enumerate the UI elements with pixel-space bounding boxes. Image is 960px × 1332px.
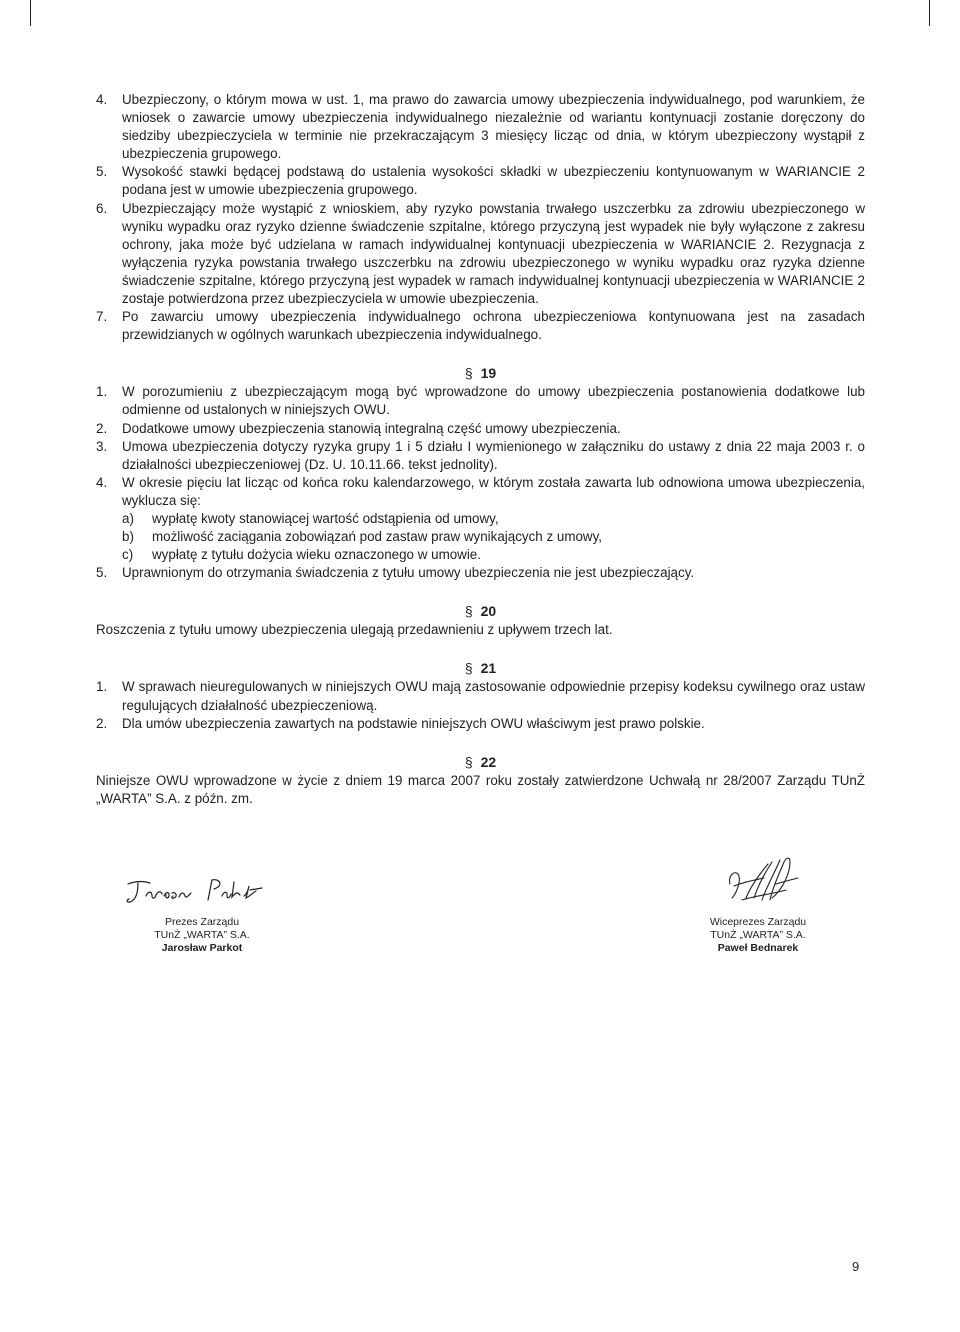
sub-item-letter: a) xyxy=(122,510,134,526)
section-heading-19 xyxy=(96,364,865,382)
signatory-role: Prezes Zarządu xyxy=(164,916,240,928)
sub-item xyxy=(122,510,865,528)
item-number: 4. xyxy=(96,92,108,107)
section-paragraph: Roszczenia z tytułu umowy ubezpieczenia ulegają przedawnieniu z upływem trzech lat. xyxy=(96,622,613,638)
signature-left-caption xyxy=(112,916,292,955)
signature-left-image xyxy=(122,872,272,908)
signatures-area xyxy=(0,850,960,960)
list-item xyxy=(96,678,865,714)
item-text: Po zawarciu umowy ubezpieczenia indywidualnego ochrona ubezpieczeniowa kontynuowana jest na zasadach przewidzianych w ogólnych warunkach ubezpieczenia indywidualnego. xyxy=(122,309,865,343)
section-number: 20 xyxy=(480,603,497,620)
sub-item-text: wypłatę kwoty stanowiącej wartość odstąpienia od umowy, xyxy=(152,510,499,526)
item-number: 2. xyxy=(96,715,108,731)
sub-item xyxy=(122,528,865,546)
item-text xyxy=(122,474,865,564)
sub-item-text: wypłatę z tytułu dożycia wieku oznaczonego w umowie. xyxy=(152,547,481,563)
section-symbol: § xyxy=(464,365,473,382)
page-number: 9 xyxy=(852,1259,860,1274)
signatory-name: Jarosław Parkot xyxy=(161,942,243,954)
section-paragraph: Niniejsze OWU wprowadzone w życie z dniem 19 marca 2007 roku zostały zatwierdzone Uchwałą nr 28/2007 Zarządu TUnŻ „WARTA” S.A. z późn. zm. xyxy=(96,772,865,806)
document-body xyxy=(96,91,865,808)
item-number: 7. xyxy=(96,309,108,325)
section-heading-20 xyxy=(96,602,865,620)
section-number: 21 xyxy=(480,660,497,677)
section-number: 19 xyxy=(480,365,497,382)
item-number: 3. xyxy=(96,438,108,454)
sub-item-text: możliwość zaciągania zobowiązań pod zastaw praw wynikających z umowy, xyxy=(152,529,603,545)
section-symbol: § xyxy=(464,660,473,677)
section-number: 22 xyxy=(480,753,497,770)
sub-item-letter: c) xyxy=(122,547,134,563)
sub-item-letter: b) xyxy=(122,529,134,545)
section-heading-21 xyxy=(96,659,865,677)
list-item xyxy=(96,308,865,344)
signatory-company: TUnŻ „WARTA” S.A. xyxy=(710,929,806,941)
list-item xyxy=(96,420,865,438)
sub-item xyxy=(122,546,865,564)
list-item xyxy=(96,438,865,474)
item-intro: W okresie pięciu lat licząc od końca roku kalendarzowego, w którym została zawarta lub odnowiona umowa ubezpieczenia, wyklucza się: xyxy=(122,474,865,508)
item-text: Wysokość stawki będącej podstawą do ustalenia wysokości składki w ubezpieczeniu kontynuowanym w WARIANCIE 2 podana jest w umowie ubezpieczenia grupowego. xyxy=(122,164,865,198)
item-number: 2. xyxy=(96,420,108,436)
list-item xyxy=(96,91,865,163)
section-symbol: § xyxy=(464,753,473,770)
item-text: W sprawach nieuregulowanych w niniejszych OWU mają zastosowanie odpowiednie przepisy kodeksu cywilnego oraz ustaw regulujących działalność ubezpieczeniową. xyxy=(122,679,865,713)
list-item xyxy=(96,715,865,733)
item-number: 6. xyxy=(96,200,108,216)
item-text: Ubezpieczający może wystąpić z wnioskiem, aby ryzyko powstania trwałego uszczerbku za zdrowiu ubezpieczonego w wyniku wypadku oraz ryzyko dzienne świadczenie szpitalne, którego przyczyną jest wypadek nie były wyłączone z zakresu ochrony, jaka może być udzielana w ramach indywidualnej kontynuacji ubezpieczenia w WARIANCIE 2. Rezygnacja z wyłączenia ryzyka powstania trwałego uszczerbku na zdrowiu ubezpieczonego w wyniku wypadku oraz ryzyka dzienne świadczenie szpitalne, którego przyczyną jest wypadek w ramach indywidualnej kontynuacji ubezpieczenia w WARIANCIE 2 zostaje potwierdzona przez ubezpieczyciela w umowie ubezpieczenia. xyxy=(122,200,865,307)
item-number: 1. xyxy=(96,679,108,695)
item-text: Uprawnionym do otrzymania świadczenia z tytułu umowy ubezpieczenia nie jest ubezpieczający. xyxy=(122,565,695,581)
list-item xyxy=(96,200,865,309)
signature-right-image xyxy=(724,854,804,906)
list-item xyxy=(96,564,865,582)
signatory-company: TUnŻ „WARTA” S.A. xyxy=(154,929,250,941)
crop-mark-top-left xyxy=(30,0,31,26)
item-text: Umowa ubezpieczenia dotyczy ryzyka grupy 1 i 5 działu I wymienionego w załączniku do ustawy z dnia 22 maja 2003 r. o działalności ubezpieczeniowej (Dz. U. 10.11.66. tekst jednolity). xyxy=(122,438,865,472)
item-text: Dla umów ubezpieczenia zawartych na podstawie niniejszych OWU właściwym jest prawo polskie. xyxy=(122,715,705,731)
section-symbol: § xyxy=(464,603,473,620)
item-text: Ubezpieczony, o którym mowa w ust. 1, ma prawo do zawarcia umowy ubezpieczenia indywidualnego, pod warunkiem, że wniosek o zawarcie umowy ubezpieczenia indywidualnego niezależnie od wariantu kontynuacji zostanie doręczony do siedziby ubezpieczyciela w terminie nie przekraczającym 3 miesięcy licząc od dnia, w którym ubezpieczony wystąpił z ubezpieczenia grupowego. xyxy=(122,92,865,162)
list-item xyxy=(96,474,865,564)
item-number: 5. xyxy=(96,565,108,581)
signature-left-text: Jarosław Parkot xyxy=(122,872,130,873)
item-text: W porozumieniu z ubezpieczającym mogą być wprowadzone do umowy ubezpieczenia postanowienia dodatkowe lub odmienne od ustalonych w niniejszych OWU. xyxy=(122,384,865,418)
signatory-role: Wiceprezes Zarządu xyxy=(709,916,807,928)
list-item xyxy=(96,383,865,419)
item-number: 4. xyxy=(96,474,108,490)
section-heading-22 xyxy=(96,753,865,771)
list-item xyxy=(96,163,865,199)
signature-right-caption xyxy=(668,916,848,955)
item-text: Dodatkowe umowy ubezpieczenia stanowią integralną część umowy ubezpieczenia. xyxy=(122,420,621,436)
item-number: 5. xyxy=(96,164,108,180)
signatory-name: Paweł Bednarek xyxy=(717,942,799,954)
crop-mark-top-right xyxy=(929,0,930,26)
item-number: 1. xyxy=(96,384,108,400)
